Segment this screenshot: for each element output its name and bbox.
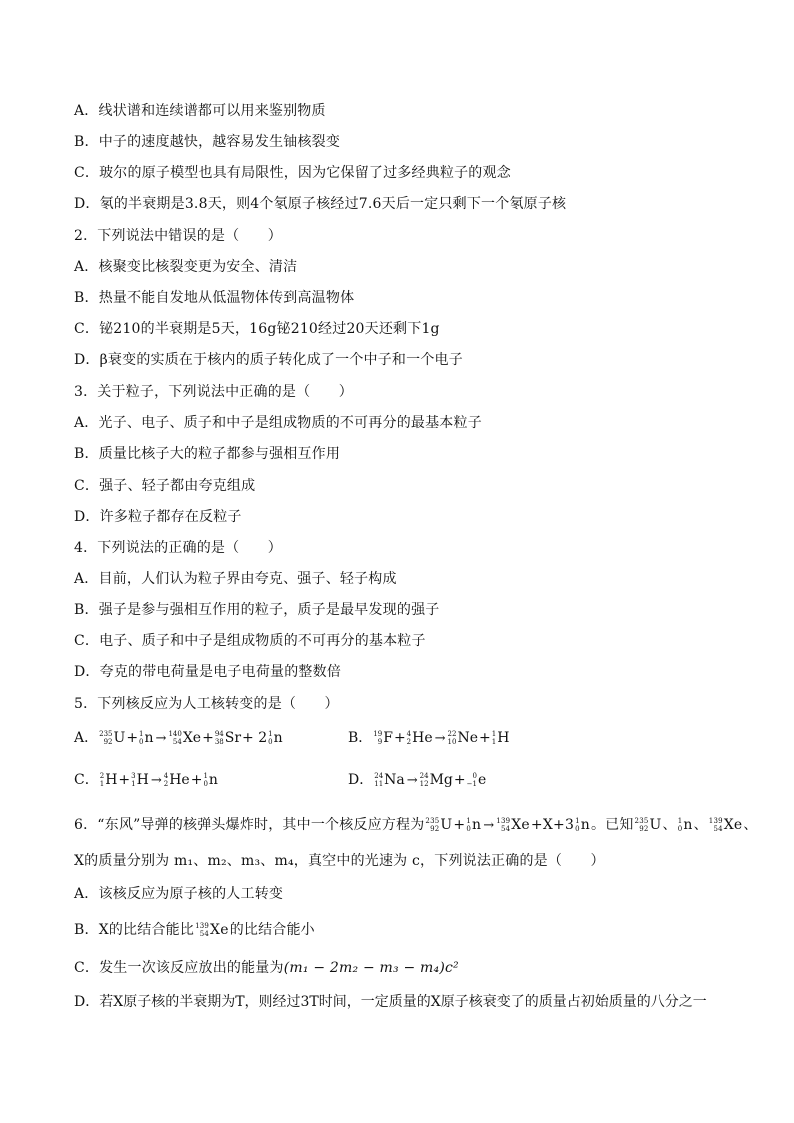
equation-operator: + 2	[242, 730, 268, 746]
nuclide-n: 1 0 n	[203, 772, 218, 788]
q5-option-c-label: C．	[74, 772, 99, 788]
equation-operator: +	[126, 730, 139, 746]
nuclide-h: 3 1 H	[131, 772, 149, 788]
nuclide-f: 19 9 F	[373, 730, 393, 746]
q6-equation	[424, 817, 591, 833]
equation-operator: +X+3	[530, 817, 575, 833]
arrow-icon: →	[483, 818, 495, 833]
q6-line2: X的质量分别为 m₁、m₂、m₃、m₄，真空中的光速为 c，下列说法正确的是（ ）	[74, 853, 605, 869]
q6-stem	[74, 816, 758, 835]
q5-option-d	[348, 771, 487, 790]
equation-operator: +	[453, 817, 466, 833]
equation-operator: 、	[693, 817, 708, 833]
q1-option-d: D．氡的半衰期是3.8天，则4个氡原子核经过7.6天后一定只剩下一个氡原子核	[74, 196, 567, 212]
q5-option-a-label: A．	[74, 730, 99, 746]
equation-operator: +	[479, 730, 491, 746]
q6-option-c-pre: C．发生一次该反应放出的能量为	[74, 960, 284, 976]
q6-option-c	[74, 959, 459, 977]
q5-option-b	[348, 729, 510, 748]
q2-stem: 2．下列说法中错误的是（ ）	[74, 228, 282, 244]
q5-option-b-label: B．	[348, 730, 373, 746]
q5-option-c-equation	[99, 772, 219, 788]
arrow-icon: →	[406, 773, 418, 788]
q6-option-b-pre: B．X的比结合能比	[74, 922, 195, 938]
equation-operator: +	[118, 772, 131, 788]
q6-option-c-formula: (m₁ − 2m₂ − m₃ − m₄)c²	[283, 960, 459, 976]
equation-operator: +	[393, 730, 406, 746]
equation-operator: +	[190, 772, 203, 788]
arrow-icon: →	[150, 773, 162, 788]
q1-option-c: C．玻尔的原子模型也具有局限性，因为它保留了过多经典粒子的观念	[74, 165, 511, 181]
q2-option-a: A．核聚变比核裂变更为安全、清洁	[74, 259, 298, 275]
q5-option-a	[74, 729, 284, 748]
nuclide-n: 1 0 n	[268, 730, 283, 746]
equation-operator: +	[202, 730, 214, 746]
nuclide-ne: 22 10 Ne	[447, 730, 479, 746]
q5-option-d-equation	[373, 772, 487, 788]
q4-option-d: D．夸克的带电荷量是电子电荷量的整数倍	[74, 664, 342, 680]
nuclide-h: 2 1 H	[99, 772, 118, 788]
q6-known-nuclides	[634, 817, 758, 833]
q2-option-d: D．β衰变的实质在于核内的质子转化成了一个中子和一个电子	[74, 352, 463, 368]
q1-option-b: B．中子的速度越快，越容易发生铀核裂变	[74, 134, 341, 150]
nuclide-sr: 94 38 Sr	[214, 730, 242, 746]
nuclide-xe: 140 54 Xe	[168, 730, 202, 746]
nuclide-e: 0 −1 e	[466, 772, 487, 788]
nuclide-n: 1 0 n	[139, 730, 154, 746]
q2-option-b: B．热量不能自发地从低温物体传到高温物体	[74, 290, 355, 306]
q3-option-b: B．质量比核子大的粒子都参与强相互作用	[74, 446, 341, 462]
nuclide-n: 1 0 n	[466, 817, 482, 833]
equation-operator: +	[453, 772, 466, 788]
q3-option-d: D．许多粒子都存在反粒子	[74, 509, 242, 525]
q4-option-b: B．强子是参与强相互作用的粒子，质子是最早发现的强子	[74, 602, 440, 618]
q5-option-b-equation	[372, 730, 510, 746]
q3-option-a: A．光子、电子、质子和中子是组成物质的不可再分的最基本粒子	[74, 415, 482, 431]
nuclide-xe: 139 54 Xe	[195, 922, 229, 938]
q6-option-b-post: 的比结合能小	[229, 922, 315, 938]
q6-option-d: D．若X原子核的半衰期为T，则经过3T时间，一定质量的X原子核衰变了的质量占初始质量的八分之一	[74, 994, 707, 1010]
nuclide-u: 235 92 U	[99, 730, 126, 746]
q6-option-b-nuclide	[194, 922, 230, 938]
nuclide-h: 1 1 H	[491, 730, 510, 746]
arrow-icon: →	[434, 731, 446, 746]
nuclide-mg: 24 12 Mg	[419, 772, 453, 788]
q3-option-c: C．强子、轻子都由夸克组成	[74, 478, 256, 494]
q1-option-a: A．线状谱和连续谱都可以用来鉴别物质	[74, 103, 326, 119]
q2-option-c: C．铋210的半衰期是5天，16g铋210经过20天还剩下1g	[74, 321, 440, 337]
nuclide-xe: 139 54 Xe	[708, 817, 743, 833]
nuclide-u: 235 92 U	[425, 817, 453, 833]
q5-option-a-equation	[98, 730, 284, 746]
q6-stem-part2: 。已知	[590, 817, 634, 833]
q4-option-c: C．电子、质子和中子是组成物质的不可再分的基本粒子	[74, 633, 426, 649]
nuclide-he: 4 2 He	[163, 772, 190, 788]
q3-stem: 3．关于粒子，下列说法中正确的是（ ）	[74, 384, 353, 400]
equation-operator: 、	[743, 817, 758, 833]
equation-operator: 、	[662, 817, 677, 833]
nuclide-n: 1 0 n	[677, 817, 693, 833]
arrow-icon: →	[155, 731, 167, 746]
nuclide-n: 1 0 n	[575, 817, 590, 833]
q5-stem: 5．下列核反应为人工核转变的是（ ）	[74, 696, 339, 712]
q4-option-a: A．目前，人们认为粒子界由夸克、强子、轻子构成	[74, 571, 397, 587]
q6-stem-part1: 6．“东风”导弹的核弹头爆炸时，其中一个核反应方程为	[74, 817, 425, 833]
q6-option-b	[74, 921, 315, 939]
nuclide-u: 235 92 U	[634, 817, 662, 833]
nuclide-na: 24 11 Na	[374, 772, 405, 788]
q4-stem: 4．下列说法的正确的是（ ）	[74, 540, 282, 556]
q6-option-a: A．该核反应为原子核的人工转变	[74, 886, 284, 902]
q5-option-d-label: D．	[348, 772, 374, 788]
nuclide-xe: 139 54 Xe	[496, 817, 530, 833]
q5-option-c	[74, 771, 219, 790]
nuclide-he: 4 2 He	[406, 730, 433, 746]
